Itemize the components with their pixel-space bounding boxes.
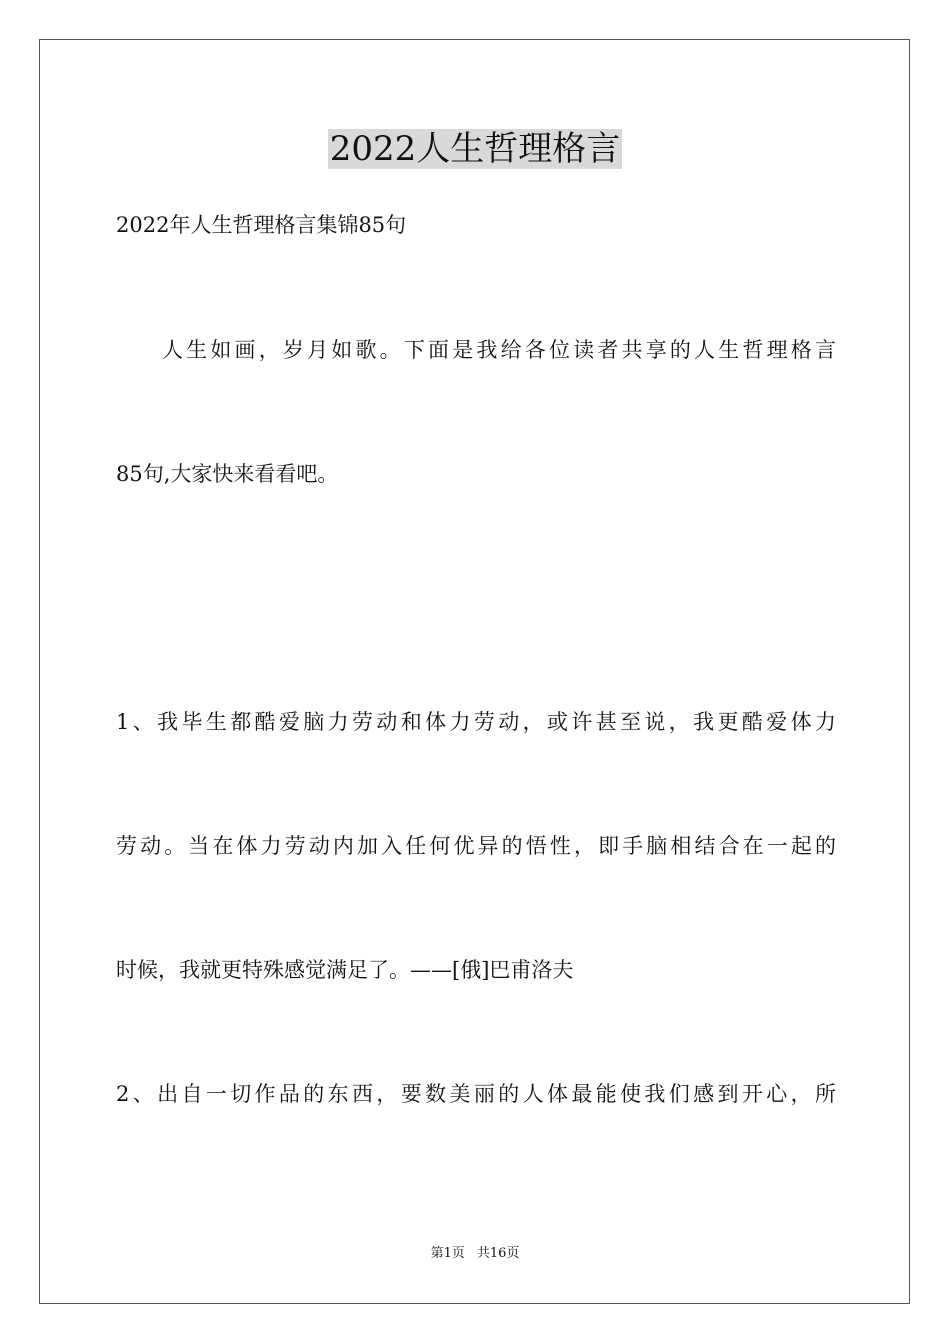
document-title xyxy=(0,126,950,172)
intro-paragraph-line-1: 人生如画，岁月如歌。下面是我给各位读者共享的人生哲理格言 xyxy=(162,338,836,362)
quote-1-line-3: 时候，我就更特殊感觉满足了。——[俄]巴甫洛夫 xyxy=(116,958,574,982)
page-number-total: 共16页 xyxy=(476,1246,520,1261)
intro-paragraph-line-2: 85句,大家快来看看吧。 xyxy=(116,462,339,486)
document-subtitle: 2022年人生哲理格言集锦85句 xyxy=(116,213,407,237)
document-title-text: 2022人生哲理格言 xyxy=(329,129,621,169)
page-number-current: 第1页 xyxy=(430,1246,465,1261)
quote-1-line-1: 1、我毕生都酷爱脑力劳动和体力劳动，或许甚至说，我更酷爱体力 xyxy=(116,710,836,734)
page-footer xyxy=(0,1245,950,1263)
quote-2-line-1: 2、出自一切作品的东西，要数美丽的人体最能使我们感到开心，所 xyxy=(116,1082,836,1106)
quote-1-line-2: 劳动。当在体力劳动内加入任何优异的悟性，即手脑相结合在一起的 xyxy=(116,834,836,858)
